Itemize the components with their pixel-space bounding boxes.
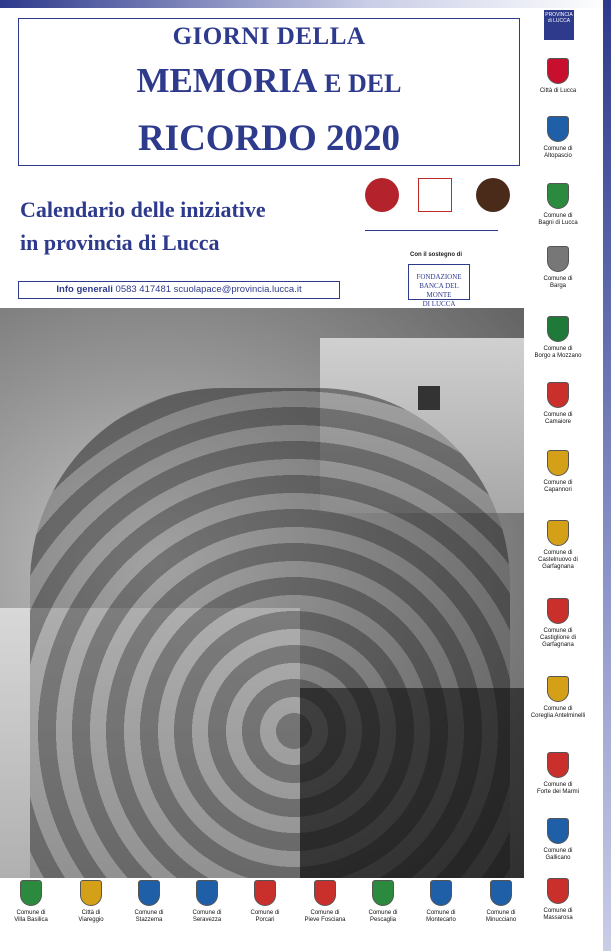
coat-of-arms-icon: [547, 752, 569, 778]
partner-divider: [365, 230, 498, 231]
logo-caption-2: Castiglione di Garfagnana: [539, 635, 577, 648]
coat-of-arms-icon: [547, 116, 569, 142]
right-logo-1: [527, 116, 589, 160]
logo-caption-1: Comune di: [543, 346, 573, 352]
photo-window: [418, 386, 440, 410]
coat-of-arms-icon: [196, 880, 218, 906]
coat-of-arms-icon: [20, 880, 42, 906]
coat-of-arms-icon: [80, 880, 102, 906]
logo-caption-1: Città di Lucca: [539, 88, 577, 94]
logo-caption-1: Comune di: [368, 910, 398, 916]
sponsor-name-2: BANCA DEL MONTE: [419, 282, 459, 299]
coat-of-arms-icon: [430, 880, 452, 906]
logo-caption-2: Castelnuovo di Garfagnana: [538, 557, 578, 570]
logo-caption-2: Altopascio: [544, 153, 572, 159]
sponsor-name-3: DI LUCCA: [422, 300, 456, 308]
title-box: [18, 18, 520, 166]
province-badge-line-2: di LUCCA: [547, 18, 571, 24]
logo-caption-1: Comune di: [543, 848, 573, 854]
coat-of-arms-icon: [314, 880, 336, 906]
info-phone[interactable]: 0583 417481: [115, 284, 172, 295]
info-email[interactable]: scuolapace@provincia.lucca.it: [173, 284, 302, 295]
bottom-logo-2: [120, 880, 178, 924]
bottom-logo-6: [354, 880, 412, 924]
info-label: Info generali: [56, 284, 113, 295]
logo-caption-1: Comune di: [543, 628, 573, 634]
top-decorative-bar: [0, 0, 611, 8]
coat-of-arms-icon: [547, 818, 569, 844]
coat-of-arms-icon: [490, 880, 512, 906]
logo-caption-2: Pescaglia: [369, 917, 396, 923]
bottom-logo-4: [236, 880, 294, 924]
logo-caption-2: Borgo a Mozzano: [534, 353, 582, 359]
title-memoria: MEMORIA: [136, 61, 316, 100]
logo-caption-1: Comune di: [543, 213, 573, 219]
logo-caption-1: Comune di: [250, 910, 280, 916]
logo-caption-1: Comune di: [543, 908, 573, 914]
logo-caption-2: Gallicano: [545, 855, 571, 861]
photo-foreground: [300, 688, 524, 878]
logo-caption-2: Seravezza: [192, 917, 222, 923]
coat-of-arms-icon: [547, 246, 569, 272]
info-box: [18, 281, 340, 299]
right-logo-0: [527, 58, 589, 95]
bottom-logo-7: [412, 880, 470, 924]
coat-of-arms-icon: [547, 878, 569, 904]
sponsor-logo: [408, 264, 470, 308]
right-logo-3: [527, 246, 589, 290]
logo-caption-1: Comune di: [543, 146, 573, 152]
logo-caption-2: Villa Basilica: [14, 917, 48, 923]
logo-caption-1: Comune di: [543, 276, 573, 282]
title-e-del: E DEL: [324, 69, 402, 98]
coat-of-arms-icon: [547, 450, 569, 476]
right-logo-5: [527, 382, 589, 426]
logo-caption-2: Viareggio: [78, 917, 104, 923]
coat-of-arms-icon: [547, 676, 569, 702]
bottom-logo-3: [178, 880, 236, 924]
logo-caption-2: Minucciano: [485, 917, 517, 923]
logo-caption-1: Comune di: [543, 480, 573, 486]
logo-caption-2: Massarosa: [543, 915, 573, 921]
coat-of-arms-icon: [547, 183, 569, 209]
right-logo-10: [527, 752, 589, 796]
right-logo-8: [527, 598, 589, 649]
logo-caption-1: Comune di: [310, 910, 340, 916]
province-badge-line-1: PROVINCIA: [545, 12, 573, 18]
coat-of-arms-icon: [138, 880, 160, 906]
sponsor-name-1: FONDAZIONE: [416, 273, 462, 281]
right-logo-6: [527, 450, 589, 494]
logo-caption-1: Comune di: [16, 910, 46, 916]
bottom-logo-0: [2, 880, 60, 924]
province-badge: [544, 10, 574, 40]
coat-of-arms-icon: [547, 58, 569, 84]
title-line-3: RICORDO 2020: [137, 118, 401, 159]
sponsor-intro: Con il sostegno di: [410, 252, 462, 258]
partner-logo-1: [365, 178, 399, 212]
logo-caption-2: Pieve Fosciana: [304, 917, 346, 923]
title-line-2: [19, 61, 519, 101]
right-logo-11: [527, 818, 589, 862]
partner-logo-3: [476, 178, 510, 212]
right-decorative-bar: [603, 0, 611, 951]
partner-logo-star: [418, 178, 452, 212]
logo-caption-2: Montecarlo: [426, 917, 456, 923]
subtitle-line-2: in provincia di Lucca: [20, 230, 220, 255]
right-logo-7: [527, 520, 589, 571]
bottom-logo-1: [62, 880, 120, 924]
logo-caption-1: Comune di: [543, 706, 573, 712]
logo-caption-2: Porcari: [255, 917, 275, 923]
logo-caption-1: Comune di: [543, 550, 573, 556]
logo-caption-2: Forte dei Marmi: [536, 789, 579, 795]
logo-caption-1: Comune di: [192, 910, 222, 916]
right-logo-4: [527, 316, 589, 360]
right-logo-9: [527, 676, 589, 720]
coat-of-arms-icon: [547, 598, 569, 624]
logo-caption-2: Bagni di Lucca: [538, 220, 578, 226]
title-line-1: GIORNI DELLA: [172, 23, 366, 50]
coat-of-arms-icon: [547, 382, 569, 408]
coat-of-arms-icon: [547, 316, 569, 342]
logo-caption-1: Comune di: [134, 910, 164, 916]
logo-caption-2: Barga: [549, 283, 566, 289]
historic-photo-soldiers: [0, 308, 524, 878]
subtitle-line-1: Calendario delle iniziative: [20, 197, 266, 222]
logo-caption-2: Coreglia Antelminelli: [530, 713, 586, 719]
logo-caption-1: Comune di: [486, 910, 516, 916]
bottom-logo-8: [472, 880, 530, 924]
coat-of-arms-icon: [254, 880, 276, 906]
coat-of-arms-icon: [372, 880, 394, 906]
logo-caption-2: Stazzema: [135, 917, 163, 923]
logo-caption-1: Città di: [81, 910, 101, 916]
logo-caption-1: Comune di: [543, 782, 573, 788]
coat-of-arms-icon: [547, 520, 569, 546]
logo-caption-1: Comune di: [426, 910, 456, 916]
right-logo-2: [527, 183, 589, 227]
right-logo-12: [527, 878, 589, 922]
bottom-logo-5: [296, 880, 354, 924]
logo-caption-2: Capannori: [544, 487, 572, 493]
logo-caption-1: Comune di: [543, 412, 573, 418]
logo-caption-2: Camaiore: [544, 419, 571, 425]
subtitle: [20, 193, 266, 259]
